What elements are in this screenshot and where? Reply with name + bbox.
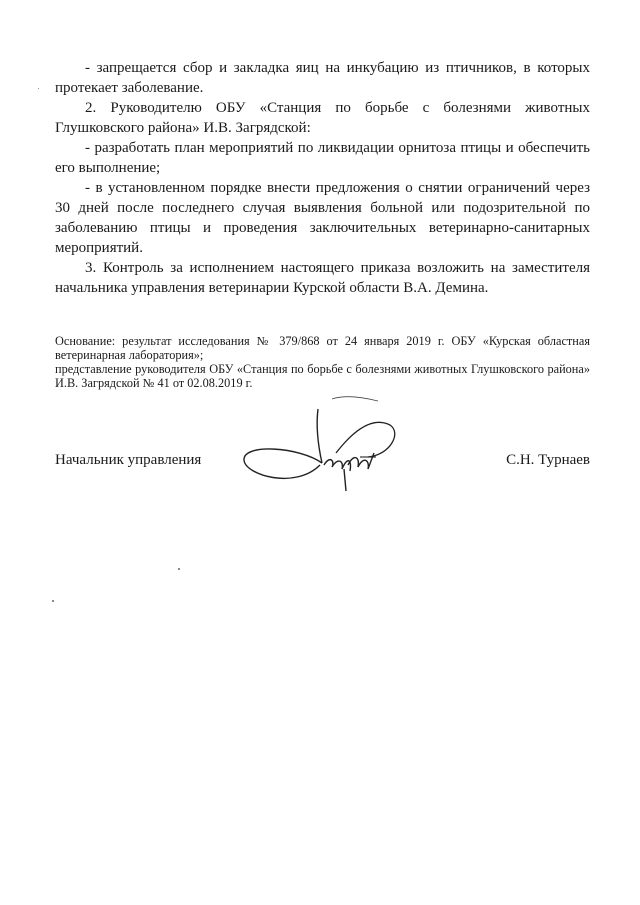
scan-speck [38, 88, 39, 89]
paragraph-plan: - разработать план мероприятий по ликвидации орнитоза птицы и обеспечить его выполнение; [55, 140, 590, 176]
basis-line-1: Основание: результат исследования № 379/868 от 24 января 2019 г. ОБУ «Курская областная ветеринарная лаборатория»; [55, 334, 590, 362]
paragraph-instruction-2: 2. Руководителю ОБУ «Станция по борьбе с болезнями животных Глушковского района» И.В. Загрядской: [55, 100, 590, 136]
signatory-title: Начальник управления [55, 452, 202, 468]
order-body [55, 58, 590, 298]
paragraph-egg-ban: - запрещается сбор и закладка яиц на инкубацию из птичников, в которых протекает заболевание. [55, 60, 590, 96]
signature-image [240, 395, 400, 495]
paragraph-restrictions: - в установленном порядке внести предложения о снятии ограничений через 30 дней после последнего случая выявления больной или подозрительной по заболеванию птицы и проведения заключительных ветеринарно-санитарных мероприятий. [55, 180, 590, 256]
basis-line-2: представление руководителя ОБУ «Станция по борьбе с болезнями животных Глушковского района» И.В. Загрядской № 41 от 02.08.2019 г. [55, 362, 590, 390]
scan-speck [178, 568, 180, 570]
paragraph-control: 3. Контроль за исполнением настоящего приказа возложить на заместителя начальника управления ветеринарии Курской области В.А. Демина. [55, 260, 590, 296]
basis-block [55, 334, 590, 390]
signatory-name: С.Н. Турнаев [506, 452, 590, 468]
scan-speck [52, 600, 54, 602]
signature-row [55, 452, 590, 474]
